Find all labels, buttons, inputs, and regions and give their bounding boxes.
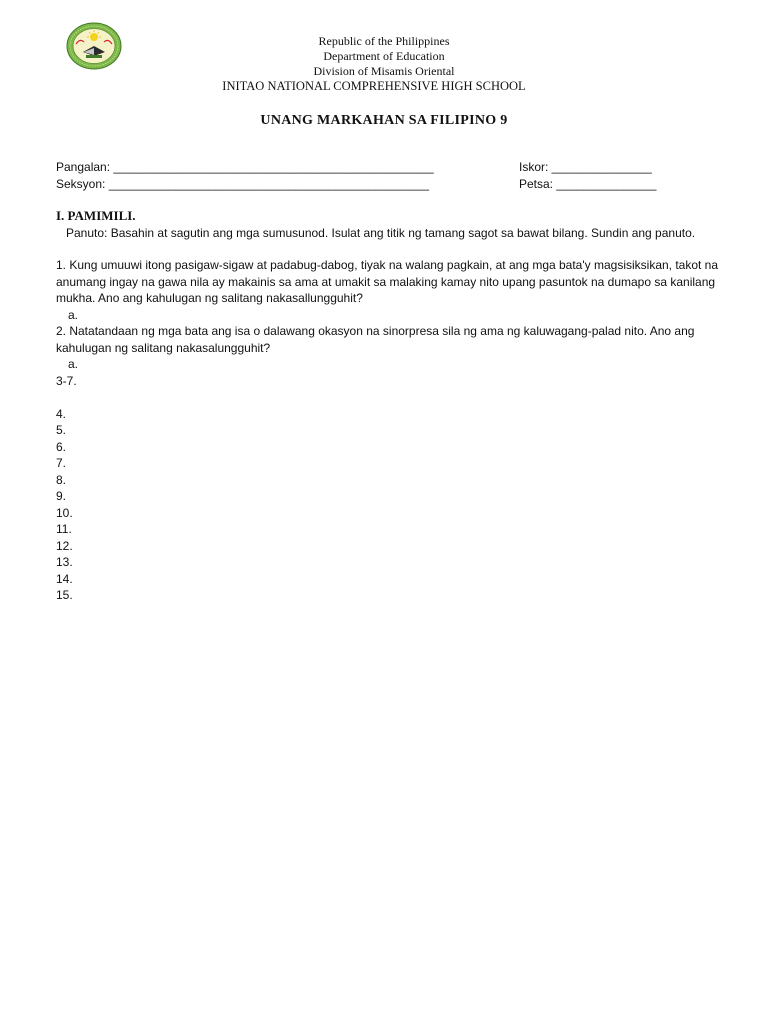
answer-number: 14. (56, 571, 73, 586)
question-2: 2. Natatandaan ng mga bata ang isa o dalawang okasyon na sinorpresa sila ng ama ng kaluwagang-palad nito. Ano ang kahulugan ng salitang nakasalungguhit? (56, 324, 695, 355)
answer-number: 13. (56, 555, 73, 569)
division-line: Division of Misamis Oriental (313, 64, 455, 78)
answer-number: 9. (56, 489, 67, 503)
department-line: Department of Education (323, 49, 445, 63)
name-field[interactable]: Pangalan: ________________________________________________ (56, 160, 434, 174)
item-range-label: 3-7. (56, 373, 77, 388)
question-2-choice-a[interactable]: a. (68, 357, 79, 371)
score-field[interactable]: Iskor: _______________ (519, 160, 652, 174)
answer-number: 6. (56, 439, 67, 454)
republic-line: Republic of the Philippines (318, 34, 450, 48)
school-name: INITAO NATIONAL COMPREHENSIVE HIGH SCHOOL (222, 79, 526, 93)
answer-number: 7. (56, 456, 67, 470)
numbered-answer-list (56, 406, 736, 604)
directions: Panuto: Basahin at sagutin ang mga sumusunod. Isulat ang titik ng tamang sagot sa bawat bilang. Sundin ang panuto. (66, 225, 696, 240)
page-title: UNANG MARKAHAN SA FILIPINO 9 (260, 113, 508, 128)
question-1-choice-a[interactable]: a. (68, 307, 79, 322)
answer-number: 11. (56, 522, 72, 536)
test-body (56, 208, 736, 604)
section-field[interactable]: Seksyon: ________________________________________________ (56, 177, 430, 191)
question-1: 1. Kung umuuwi itong pasigaw-sigaw at padabug-dabog, tiyak na walang pagkain, at ang mga bata'y magsisiksikan, takot na anumang ingay na gawa nila ay makainis sa ama at umakit sa malaking kamay nito upang pasuntok na dumapo sa kanilang mukha. Ano ang kahulugan ng salitang nakasallungguhit? (56, 258, 719, 305)
answer-number: 10. (56, 505, 73, 520)
answer-number: 15. (56, 588, 73, 602)
answer-number: 4. (56, 406, 67, 421)
answer-number: 12. (56, 538, 73, 553)
section-heading: I. PAMIMILI. (56, 208, 136, 223)
answer-number: 5. (56, 423, 67, 437)
date-field[interactable]: Petsa: _______________ (519, 177, 657, 191)
answer-number: 8. (56, 472, 67, 487)
letterhead (0, 34, 768, 94)
